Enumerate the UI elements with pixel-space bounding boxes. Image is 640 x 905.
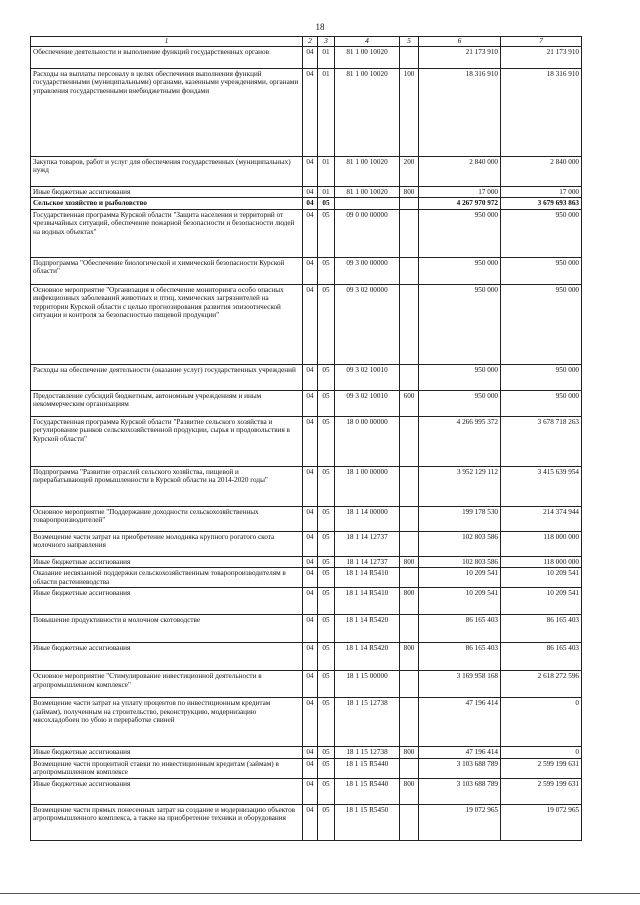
row-section-cell: 04	[303, 69, 318, 157]
row-amount-year-1-cell: 47 196 414	[419, 698, 501, 747]
row-target-article-cell: 09 3 00 00000	[335, 257, 400, 284]
row-target-article-cell: 81 1 00 10020	[335, 47, 400, 69]
row-expense-type-cell: 800	[400, 588, 419, 615]
row-subsection-cell: 05	[318, 416, 335, 466]
row-section-cell: 04	[303, 531, 318, 556]
row-amount-year-2-cell: 0	[501, 698, 582, 747]
row-amount-year-1-cell: 3 103 688 789	[419, 758, 501, 778]
table-row	[31, 531, 582, 556]
row-section-cell: 04	[303, 671, 318, 698]
table-row	[31, 198, 582, 209]
row-amount-year-1-cell: 2 840 000	[419, 157, 501, 187]
row-subsection-cell: 05	[318, 615, 335, 643]
table-row	[31, 556, 582, 567]
row-amount-year-2-cell: 950 000	[501, 390, 582, 416]
table-row	[31, 568, 582, 588]
row-section-cell: 04	[303, 198, 318, 209]
row-expense-type-cell	[400, 466, 419, 506]
row-subsection-cell: 05	[318, 698, 335, 747]
row-name-cell: Расходы на выплаты персоналу в целях обеспечения выполнения функций государственными (муниципальными) органами, казенными учреждениями, органами управления государственными внебюджетными фондами	[31, 69, 303, 157]
table-row	[31, 671, 582, 698]
row-expense-type-cell: 800	[400, 747, 419, 758]
row-subsection-cell: 05	[318, 466, 335, 506]
row-amount-year-2-cell: 950 000	[501, 209, 582, 257]
table-row	[31, 69, 582, 157]
row-amount-year-2-cell: 2 618 272 596	[501, 671, 582, 698]
row-amount-year-1-cell: 950 000	[419, 284, 501, 364]
row-amount-year-2-cell: 950 000	[501, 257, 582, 284]
row-subsection-cell: 01	[318, 157, 335, 187]
row-amount-year-2-cell: 17 000	[501, 187, 582, 198]
row-section-cell: 04	[303, 284, 318, 364]
row-target-article-cell: 09 3 02 10010	[335, 390, 400, 416]
row-subsection-cell: 05	[318, 747, 335, 758]
row-amount-year-1-cell: 21 173 910	[419, 47, 501, 69]
header-cell-name: 1	[31, 37, 303, 47]
row-target-article-cell: 09 0 00 00000	[335, 209, 400, 257]
row-amount-year-2-cell: 19 072 965	[501, 804, 582, 840]
row-amount-year-1-cell: 950 000	[419, 390, 501, 416]
row-amount-year-1-cell: 199 178 530	[419, 506, 501, 531]
row-name-cell: Возмещение части затрат на приобретение молодняка крупного рогатого скота молочного направления	[31, 531, 303, 556]
row-name-cell: Расходы на обеспечение деятельности (оказание услуг) государственных учреждений	[31, 364, 303, 390]
row-amount-year-2-cell: 3 679 693 863	[501, 198, 582, 209]
row-name-cell: Предоставление субсидий бюджетным, автономным учреждениям и иным некоммерческим организациям	[31, 390, 303, 416]
row-expense-type-cell	[400, 804, 419, 840]
row-section-cell: 04	[303, 466, 318, 506]
row-amount-year-2-cell: 214 374 944	[501, 506, 582, 531]
row-amount-year-1-cell: 18 316 910	[419, 69, 501, 157]
row-subsection-cell: 05	[318, 643, 335, 671]
row-amount-year-1-cell: 3 169 958 168	[419, 671, 501, 698]
row-name-cell: Государственная программа Курской области "Развитие сельского хозяйства и регулирование рынков сельскохозяйственной продукции, сырья и продовольствия в Курской области"	[31, 416, 303, 466]
row-amount-year-2-cell: 0	[501, 747, 582, 758]
row-name-cell: Возмещение части затрат на уплату процентов по инвестиционным кредитам (займам), полученным на строительство, реконструкцию, модернизацию мясохладобоен по убою и переработке свиней	[31, 698, 303, 747]
table-row	[31, 209, 582, 257]
budget-table	[30, 36, 582, 841]
row-expense-type-cell: 800	[400, 556, 419, 567]
table-row	[31, 747, 582, 758]
row-section-cell: 04	[303, 568, 318, 588]
row-amount-year-2-cell: 2 840 000	[501, 157, 582, 187]
row-amount-year-2-cell: 3 678 718 263	[501, 416, 582, 466]
page-bottom-rule	[0, 893, 640, 894]
row-subsection-cell: 05	[318, 506, 335, 531]
row-target-article-cell: 18 0 00 00000	[335, 416, 400, 466]
row-target-article-cell: 81 1 00 10020	[335, 157, 400, 187]
row-section-cell: 04	[303, 698, 318, 747]
row-target-article-cell: 09 3 02 10010	[335, 364, 400, 390]
row-amount-year-2-cell: 3 415 639 954	[501, 466, 582, 506]
row-target-article-cell: 18 1 15 R5450	[335, 804, 400, 840]
row-amount-year-1-cell: 950 000	[419, 209, 501, 257]
row-subsection-cell: 01	[318, 187, 335, 198]
row-expense-type-cell	[400, 531, 419, 556]
row-amount-year-2-cell: 10 209 541	[501, 568, 582, 588]
header-cell-expense-type: 5	[400, 37, 419, 47]
row-target-article-cell: 18 1 14 12737	[335, 531, 400, 556]
header-cell-section: 2	[303, 37, 318, 47]
row-subsection-cell: 05	[318, 778, 335, 804]
row-subsection-cell: 05	[318, 284, 335, 364]
row-expense-type-cell	[400, 506, 419, 531]
row-section-cell: 04	[303, 643, 318, 671]
row-target-article-cell: 18 1 15 12738	[335, 698, 400, 747]
table-row	[31, 804, 582, 840]
row-expense-type-cell	[400, 758, 419, 778]
row-name-cell: Сельское хозяйство и рыболовство	[31, 198, 303, 209]
row-section-cell: 04	[303, 747, 318, 758]
row-name-cell: Оказание несвязанной поддержки сельскохозяйственным товаропроизводителям в области растениеводства	[31, 568, 303, 588]
header-cell-subsection: 3	[318, 37, 335, 47]
row-amount-year-1-cell: 950 000	[419, 364, 501, 390]
row-amount-year-2-cell: 118 000 000	[501, 556, 582, 567]
header-cell-amount-year-2: 7	[501, 37, 582, 47]
table-row	[31, 157, 582, 187]
row-amount-year-1-cell: 3 103 688 789	[419, 778, 501, 804]
row-amount-year-1-cell: 950 000	[419, 257, 501, 284]
row-subsection-cell: 01	[318, 69, 335, 157]
row-subsection-cell: 05	[318, 588, 335, 615]
row-expense-type-cell	[400, 698, 419, 747]
row-subsection-cell: 05	[318, 671, 335, 698]
row-section-cell: 04	[303, 390, 318, 416]
row-amount-year-1-cell: 102 803 586	[419, 556, 501, 567]
row-amount-year-2-cell: 10 209 541	[501, 588, 582, 615]
row-name-cell: Иные бюджетные ассигнования	[31, 187, 303, 198]
row-section-cell: 04	[303, 157, 318, 187]
row-target-article-cell: 18 1 14 R5420	[335, 643, 400, 671]
table-row	[31, 390, 582, 416]
row-expense-type-cell: 600	[400, 390, 419, 416]
row-expense-type-cell: 800	[400, 778, 419, 804]
row-name-cell: Иные бюджетные ассигнования	[31, 778, 303, 804]
row-section-cell: 04	[303, 257, 318, 284]
table-row	[31, 364, 582, 390]
row-subsection-cell: 05	[318, 568, 335, 588]
row-amount-year-1-cell: 10 209 541	[419, 568, 501, 588]
row-target-article-cell: 81 1 00 10020	[335, 187, 400, 198]
row-target-article-cell: 81 1 00 10020	[335, 69, 400, 157]
row-name-cell: Возмещение части прямых понесенных затрат на создание и модернизацию объектов агропромышленного комплекса, а также на приобретение техники и оборудования	[31, 804, 303, 840]
table-row	[31, 257, 582, 284]
row-expense-type-cell: 800	[400, 187, 419, 198]
table-row	[31, 506, 582, 531]
row-amount-year-1-cell: 17 000	[419, 187, 501, 198]
row-subsection-cell: 05	[318, 390, 335, 416]
table-row	[31, 588, 582, 615]
row-section-cell: 04	[303, 778, 318, 804]
row-subsection-cell: 05	[318, 758, 335, 778]
row-amount-year-1-cell: 4 266 995 372	[419, 416, 501, 466]
row-amount-year-2-cell: 86 165 403	[501, 615, 582, 643]
row-subsection-cell: 05	[318, 364, 335, 390]
row-section-cell: 04	[303, 588, 318, 615]
row-name-cell: Обеспечение деятельности и выполнение функций государственных органов	[31, 47, 303, 69]
row-expense-type-cell	[400, 671, 419, 698]
row-subsection-cell: 05	[318, 556, 335, 567]
header-cell-amount-year-1: 6	[419, 37, 501, 47]
table-row	[31, 284, 582, 364]
row-section-cell: 04	[303, 47, 318, 69]
row-name-cell: Государственная программа Курской области "Защита населения и территорий от чрезвычайных ситуаций, обеспечение пожарной безопасности и безопасности людей на водных объектах"	[31, 209, 303, 257]
row-name-cell: Иные бюджетные ассигнования	[31, 747, 303, 758]
table-row	[31, 466, 582, 506]
table-row	[31, 643, 582, 671]
row-name-cell: Подпрограмма "Обеспечение биологической и химической безопасности Курской области"	[31, 257, 303, 284]
row-amount-year-1-cell: 86 165 403	[419, 643, 501, 671]
row-section-cell: 04	[303, 758, 318, 778]
row-name-cell: Подпрограмма "Развитие отраслей сельского хозяйства, пищевой и перерабатывающей промышленности в Курской области на 2014-2020 годы"	[31, 466, 303, 506]
row-target-article-cell: 18 1 15 R5440	[335, 758, 400, 778]
table-row	[31, 615, 582, 643]
row-expense-type-cell	[400, 364, 419, 390]
row-amount-year-1-cell: 19 072 965	[419, 804, 501, 840]
row-name-cell: Закупка товаров, работ и услуг для обеспечения государственных (муниципальных) нужд	[31, 157, 303, 187]
row-target-article-cell: 18 1 14 R5410	[335, 568, 400, 588]
row-section-cell: 04	[303, 416, 318, 466]
row-name-cell: Иные бюджетные ассигнования	[31, 556, 303, 567]
row-target-article-cell: 18 1 15 00000	[335, 671, 400, 698]
row-target-article-cell: 18 1 14 R5410	[335, 588, 400, 615]
row-target-article-cell: 18 1 15 12738	[335, 747, 400, 758]
row-subsection-cell: 05	[318, 804, 335, 840]
row-amount-year-2-cell: 18 316 910	[501, 69, 582, 157]
row-amount-year-1-cell: 102 803 586	[419, 531, 501, 556]
row-amount-year-2-cell: 950 000	[501, 364, 582, 390]
row-section-cell: 04	[303, 615, 318, 643]
row-section-cell: 04	[303, 187, 318, 198]
row-amount-year-1-cell: 47 196 414	[419, 747, 501, 758]
row-expense-type-cell	[400, 615, 419, 643]
row-amount-year-2-cell: 950 000	[501, 284, 582, 364]
row-target-article-cell	[335, 198, 400, 209]
row-target-article-cell: 18 1 14 12737	[335, 556, 400, 567]
table-row	[31, 698, 582, 747]
row-amount-year-2-cell: 118 000 000	[501, 531, 582, 556]
row-section-cell: 04	[303, 209, 318, 257]
row-section-cell: 04	[303, 364, 318, 390]
row-expense-type-cell	[400, 198, 419, 209]
row-subsection-cell: 05	[318, 198, 335, 209]
row-name-cell: Иные бюджетные ассигнования	[31, 588, 303, 615]
row-subsection-cell: 01	[318, 47, 335, 69]
row-expense-type-cell	[400, 257, 419, 284]
row-expense-type-cell	[400, 209, 419, 257]
header-cell-target-article: 4	[335, 37, 400, 47]
row-name-cell: Основное мероприятие "Стимулирование инвестиционной деятельности в агропромышленном комплексе"	[31, 671, 303, 698]
row-amount-year-1-cell: 3 952 129 112	[419, 466, 501, 506]
row-name-cell: Иные бюджетные ассигнования	[31, 643, 303, 671]
row-expense-type-cell	[400, 47, 419, 69]
row-target-article-cell: 18 1 15 R5440	[335, 778, 400, 804]
table-row	[31, 778, 582, 804]
row-amount-year-1-cell: 86 165 403	[419, 615, 501, 643]
row-amount-year-1-cell: 10 209 541	[419, 588, 501, 615]
row-section-cell: 04	[303, 556, 318, 567]
row-amount-year-1-cell: 4 267 970 972	[419, 198, 501, 209]
row-name-cell: Основное мероприятие "Организация и обеспечение мониторинга особо опасных инфекционных заболеваний животных и птиц, химических загрязнителей на территории Курской области с целью прогнозирования развития эпизоотической ситуации и контроля за безопасностью пищевой продукции"	[31, 284, 303, 364]
row-subsection-cell: 05	[318, 257, 335, 284]
row-name-cell: Повышение продуктивности в молочном скотоводстве	[31, 615, 303, 643]
row-expense-type-cell: 200	[400, 157, 419, 187]
row-amount-year-2-cell: 2 599 199 631	[501, 758, 582, 778]
row-amount-year-2-cell: 21 173 910	[501, 47, 582, 69]
row-target-article-cell: 09 3 02 00000	[335, 284, 400, 364]
row-amount-year-2-cell: 2 599 199 631	[501, 778, 582, 804]
table-header-row	[31, 37, 582, 47]
row-name-cell: Основное мероприятие "Поддержание доходности сельскохозяйственных товаропроизводителей"	[31, 506, 303, 531]
row-expense-type-cell: 100	[400, 69, 419, 157]
table-row	[31, 187, 582, 198]
row-subsection-cell: 05	[318, 531, 335, 556]
page-number: 18	[315, 22, 325, 32]
row-target-article-cell: 18 1 14 R5420	[335, 615, 400, 643]
table-row	[31, 416, 582, 466]
row-name-cell: Возмещение части процентной ставки по инвестиционным кредитам (займам) в агропромышленном комплексе	[31, 758, 303, 778]
row-subsection-cell: 05	[318, 209, 335, 257]
row-expense-type-cell	[400, 416, 419, 466]
row-expense-type-cell	[400, 568, 419, 588]
row-target-article-cell: 18 1 14 00000	[335, 506, 400, 531]
row-section-cell: 04	[303, 506, 318, 531]
row-section-cell: 04	[303, 804, 318, 840]
row-target-article-cell: 18 1 00 00000	[335, 466, 400, 506]
row-amount-year-2-cell: 86 165 403	[501, 643, 582, 671]
table-row	[31, 758, 582, 778]
row-expense-type-cell: 800	[400, 643, 419, 671]
row-expense-type-cell	[400, 284, 419, 364]
table-row	[31, 47, 582, 69]
